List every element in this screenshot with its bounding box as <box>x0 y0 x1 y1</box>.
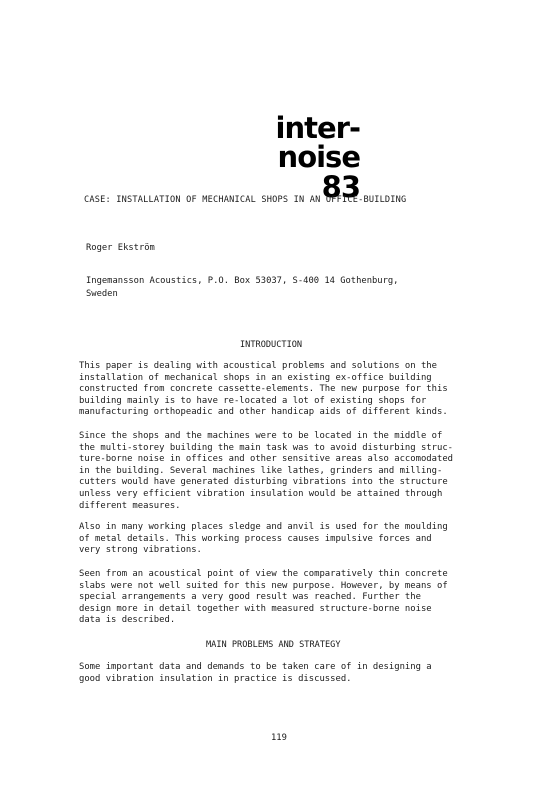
section-heading-introduction: INTRODUCTION <box>240 340 303 350</box>
author-name: Roger Ekström <box>86 243 155 253</box>
section-heading-main-problems: MAIN PROBLEMS AND STRATEGY <box>206 640 341 650</box>
paragraph: Seen from an acoustical point of view the comparatively thin concrete slabs were not well suited for this new purpose. However, by means of special arrangements a very good result was reached. Further the design more in detail together with measured structure-borne noise data is described. <box>79 569 448 626</box>
author-affiliation: Ingemansson Acoustics, P.O. Box 53037, S-400 14 Gothenburg, Sweden <box>86 276 399 299</box>
paragraph: Some important data and demands to be taken care of in designing a good vibration insulation in practice is discussed. <box>79 662 432 684</box>
page-number: 119 <box>271 733 287 743</box>
paper-title: CASE: INSTALLATION OF MECHANICAL SHOPS IN AN OFFICE-BUILDING <box>84 195 407 205</box>
paragraph: Also in many working places sledge and anvil is used for the moulding of metal details. This working process causes impulsive forces and very strong vibrations. <box>79 522 448 556</box>
paragraph: This paper is dealing with acoustical problems and solutions on the installation of mechanical shops in an existing ex-office building constructed from concrete cassette-elements. The new purpose for this building mainly is to have re-located a lot of existing shops for manufacturing orthopeadic and other handicap aids of different kinds. <box>79 361 448 418</box>
conference-logo <box>210 111 360 204</box>
logo-wordmark: inter-noise <box>275 111 360 174</box>
paragraph: Since the shops and the machines were to be located in the middle of the multi-storey building the main task was to avoid disturbing struc- ture-borne noise in offices and other sensitive areas also accomodated in the building. Several machines like lathes, grinders and milling- cutters would have generated disturbing vibrations into the structure unless very efficient vibration insulation would be attained through different measures. <box>79 431 454 511</box>
logo-year: 83 <box>321 170 360 204</box>
